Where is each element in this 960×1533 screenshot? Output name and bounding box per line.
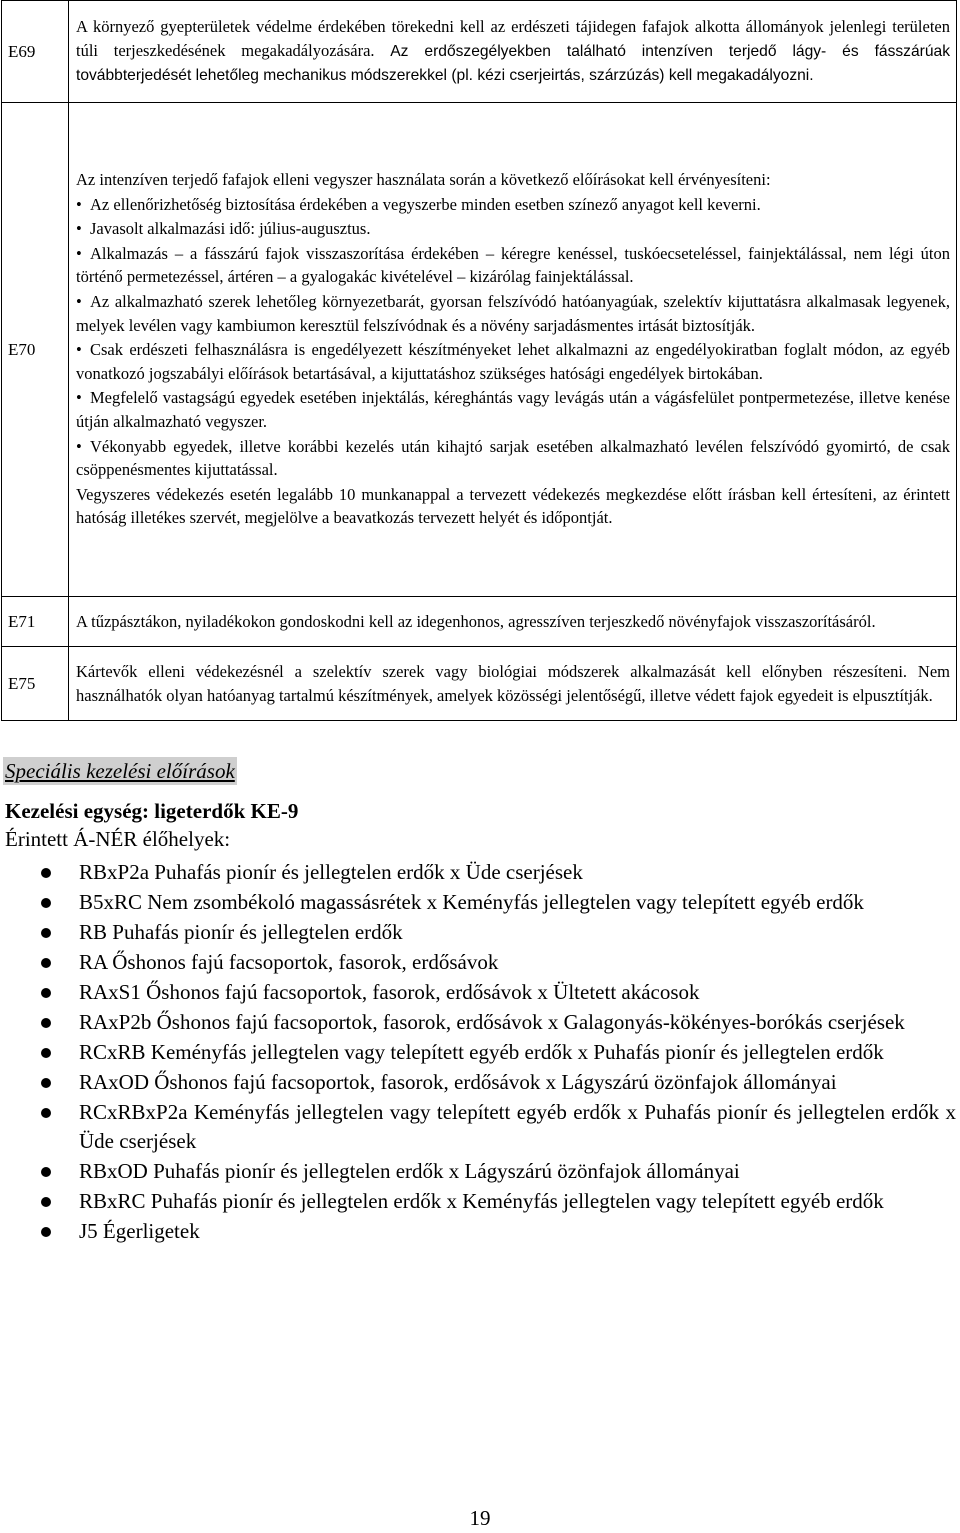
bullet-icon (41, 1197, 51, 1207)
measures-table (1, 0, 957, 721)
list-item (0, 1187, 956, 1216)
bullet-item (76, 242, 950, 289)
habitat-text: RCxRBxP2a Keményfás jellegtelen vagy telepített egyéb erdők x Puhafás pionír és jellegtelen erdők x Üde cserjések (79, 1100, 956, 1153)
bullet-icon (41, 988, 51, 998)
table-row (2, 597, 957, 647)
bullet-text: Csak erdészeti felhasználásra is engedélyezett készítményeket lehet alkalmazni az engedélyokiratban foglalt módon, az egyéb vonatkozó jogszabályi előírások betartásával, a kijuttatáshoz szükséges hatósági engedélyek birtokában. (76, 340, 950, 383)
affected-habitats-label: Érintett Á-NÉR élőhelyek: (5, 827, 231, 851)
row-code: E69 (2, 1, 69, 103)
list-item (0, 1098, 956, 1156)
bullet-icon: • (76, 388, 82, 408)
bullet-icon (41, 1018, 51, 1028)
bullet-text: Megfelelő vastagságú egyedek esetében injektálás, kéreghántás vagy levágás után a vágásfelület pontpermetezése, illetve kenése útján alkalmazható vegyszer. (76, 388, 950, 431)
bullet-icon (41, 1048, 51, 1058)
bullet-text: Az alkalmazható szerek lehetőleg környezetbarát, gyorsan felszívódó hatóanyagúak, szelektív kijuttatásra alkalmasak legyenek, melyek levélen vagy kambiumon keresztül felszívódnak és a növény sarjadásmentes irtását biztosítják. (76, 292, 950, 335)
list-item (0, 1217, 956, 1246)
bullet-item (76, 338, 950, 385)
table-row (2, 647, 957, 721)
list-item (0, 888, 956, 917)
bullet-icon (41, 1108, 51, 1118)
habitat-text: B5xRC Nem zsombékoló magassásrétek x Keményfás jellegtelen vagy telepített egyéb erdők (79, 890, 864, 914)
habitat-text: RCxRB Keményfás jellegtelen vagy telepített egyéb erdők x Puhafás pionír és jellegtelen erdők (79, 1040, 884, 1064)
table-row (2, 1, 957, 103)
bullet-item (76, 290, 950, 337)
table-row (2, 103, 957, 597)
row-text (69, 103, 957, 597)
bullet-item (76, 193, 950, 217)
bullet-icon: • (76, 340, 82, 360)
list-item (0, 918, 956, 947)
bullet-icon (41, 868, 51, 878)
habitat-text: RAxOD Őshonos fajú facsoportok, fasorok, erdősávok x Lágyszárú özönfajok állományai (79, 1070, 837, 1094)
bullet-text: Javasolt alkalmazási idő: július-augusztus. (90, 219, 371, 239)
habitat-text: J5 Égerligetek (79, 1219, 200, 1243)
list-item (0, 1038, 956, 1067)
bullet-text: Vékonyabb egyedek, illetve korábbi kezelés után kihajtó sarjak esetében alkalmazható levélen felszívódó gyomirtó, de csak csöppenésmentes kijuttatással. (76, 436, 950, 480)
bullet-icon: • (76, 292, 82, 312)
paragraph: Kártevők elleni védekezésnél a szelektív szerek vagy biológiai módszerek alkalmazását kell előnyben részesíteni. Nem használhatók olyan hatóanyag tartalmú készítmények, amelyek közösségi jelentőségű, illetve védett fajok egyedeit is elpusztítják. (76, 661, 950, 705)
row-code: E75 (2, 647, 69, 721)
list-item (0, 978, 956, 1007)
list-item (0, 1008, 956, 1037)
paragraph: Az intenzíven terjedő fafajok elleni vegyszer használata során a következő előírásokat kell érvényesíteni: (76, 170, 771, 190)
paragraph: Vegyszeres védekezés esetén legalább 10 munkanappal a tervezett védekezés megkezdése előtt írásban kell értesíteni, az érintett hatóság illetékes szervét, megjelölve a beavatkozás tervezett helyét és időpontját. (76, 484, 950, 528)
habitat-text: RBxOD Puhafás pionír és jellegtelen erdők x Lágyszárú özönfajok állományai (79, 1159, 740, 1183)
habitat-text: RBxP2a Puhafás pionír és jellegtelen erdők x Üde cserjések (79, 860, 583, 884)
habitat-text: RBxRC Puhafás pionír és jellegtelen erdők x Keményfás jellegtelen vagy telepített egyéb erdők (79, 1189, 884, 1213)
page-number: 19 (469, 1506, 491, 1530)
bullet-icon (41, 958, 51, 968)
habitat-text: RB Puhafás pionír és jellegtelen erdők (79, 920, 403, 944)
bullet-icon (41, 898, 51, 908)
habitat-text: RA Őshonos fajú facsoportok, fasorok, erdősávok (79, 950, 499, 974)
bullet-icon: • (76, 194, 82, 214)
bullet-icon (41, 1078, 51, 1088)
row-code: E70 (2, 103, 69, 597)
bullet-text: Az ellenőrizhetőség biztosítása érdekében a vegyszerbe minden esetben színező anyagot kell keverni. (90, 194, 761, 214)
bullet-icon (41, 1227, 51, 1237)
bullet-item (76, 217, 950, 241)
bullet-icon (41, 1167, 51, 1177)
list-item (0, 858, 956, 887)
list-item (0, 1157, 956, 1186)
list-item (0, 1068, 956, 1097)
bullet-item (76, 435, 950, 482)
bullet-icon: • (76, 243, 82, 263)
row-text (69, 597, 957, 647)
paragraph: A tűzpásztákon, nyiladékokon gondoskodni kell az idegenhonos, agresszíven terjeszkedő növényfajok visszaszorításáról. (76, 611, 876, 631)
bullet-icon: • (76, 219, 82, 239)
management-unit-title: Kezelési egység: ligeterdők KE-9 (5, 799, 299, 823)
habitat-text: RAxS1 Őshonos fajú facsoportok, fasorok, erdősávok x Ültetett akácosok (79, 980, 700, 1004)
bullet-icon: • (76, 436, 82, 456)
bullet-item (76, 386, 950, 433)
special-rules-heading: Speciális kezelési előírások (5, 759, 235, 783)
paragraph: A környező gyepterületek védelme érdekében törekedni kell az erdészeti tájidegen fafajok alkotta állományok jelenlegi területen túli terjeszkedésének megakadályozására. (76, 17, 950, 60)
habitat-text: RAxP2b Őshonos fajú facsoportok, fasorok, erdősávok x Galagonyás-kökényes-borókás cserjések (79, 1010, 905, 1034)
bullet-icon (41, 928, 51, 938)
habitat-list (0, 858, 956, 1247)
bullet-text: Alkalmazás – a fásszárú fajok visszaszorítása érdekében – kéregre kenéssel, tuskóecseteléssel, fainjektálással, nem légi úton történő permetezéssel, ártéren – a gyalogakác kivételével – kizárólag fainjektálással. (76, 243, 950, 287)
list-item (0, 948, 956, 977)
row-text (69, 647, 957, 721)
row-code: E71 (2, 597, 69, 647)
row-text (69, 1, 957, 103)
paragraph: Az erdőszegélyekben található intenzíven terjedő lágy- és fásszárúak továbbterjedését lehetőleg mechanikus módszerekkel (pl. kézi cserjeirtás, szárzúzás) kell megakadályozni. (76, 42, 950, 85)
